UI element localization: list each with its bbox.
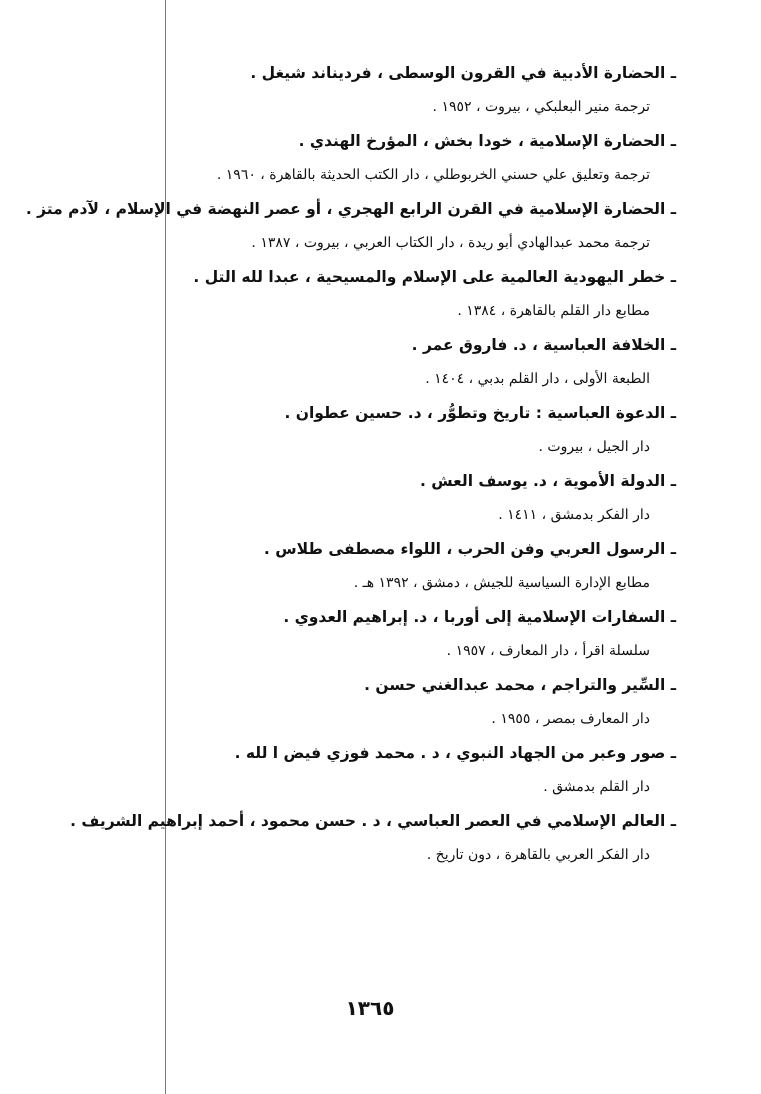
entry-publication-details: دار الفكر بدمشق ، ١٤١١ .	[498, 507, 650, 523]
bibliography-entry	[156, 124, 676, 192]
entry-title: ـ الحضارة الإسلامية ، خودا بخش ، المؤرخ الهندي .	[298, 132, 676, 150]
entry-title: ـ السفارات الإسلامية إلى أوربا ، د. إبراهيم العدوي .	[283, 608, 676, 626]
entry-publication-details: دار المعارف بمصر ، ١٩٥٥ .	[491, 711, 650, 727]
entry-title: ـ الرسول العربي وفن الحرب ، اللواء مصطفى طلاس .	[263, 540, 676, 558]
entry-publication-details: الطبعة الأولى ، دار القلم بدبي ، ١٤٠٤ .	[425, 371, 650, 387]
entry-title: ـ الحضارة الأدبية في القرون الوسطى ، فرديناند شيغل .	[250, 64, 676, 82]
bibliography-entry	[156, 668, 676, 736]
entry-title: ـ صور وعبر من الجهاد النبوي ، د . محمد فوزي فيض ا لله .	[234, 744, 676, 762]
bibliography-entry	[25, 192, 676, 260]
entry-publication-details: مطابع الإدارة السياسية للجيش ، دمشق ، ١٣٩٢ هـ .	[353, 575, 650, 591]
bibliography-entry	[156, 532, 676, 600]
page-number: ١٣٦٥	[345, 996, 395, 1020]
entry-publication-details: ترجمة منير البعلبكي ، بيروت ، ١٩٥٢ .	[432, 99, 650, 115]
bibliography-entry	[156, 56, 676, 124]
bibliography-entry	[70, 804, 676, 872]
entry-title: ـ خطر اليهودية العالمية على الإسلام والمسيحية ، عبدا لله التل .	[193, 268, 676, 286]
entry-publication-details: سلسلة اقرأ ، دار المعارف ، ١٩٥٧ .	[446, 643, 650, 659]
entry-publication-details: مطابع دار القلم بالقاهرة ، ١٣٨٤ .	[457, 303, 650, 319]
bibliography-entry	[156, 464, 676, 532]
entry-publication-details: دار الجيل ، بيروت .	[538, 439, 650, 455]
bibliography-entry	[156, 260, 676, 328]
entry-publication-details: ترجمة محمد عبدالهادي أبو ريدة ، دار الكتاب العربي ، بيروت ، ١٣٨٧ .	[251, 235, 650, 251]
bibliography-list	[25, 56, 676, 872]
bibliography-entry	[156, 396, 676, 464]
entry-publication-details: دار القلم بدمشق .	[543, 779, 650, 795]
bibliography-entry	[156, 736, 676, 804]
entry-title: ـ الدولة الأموية ، د. يوسف العش .	[419, 472, 676, 490]
entry-title: ـ السِّير والتراجم ، محمد عبدالغني حسن .	[364, 676, 676, 694]
entry-title: ـ الحضارة الإسلامية في القرن الرابع الهجري ، أو عصر النهضة في الإسلام ، لآدم متز .	[25, 200, 676, 218]
bibliography-entry	[156, 328, 676, 396]
entry-publication-details: ترجمة وتعليق علي حسني الخربوطلي ، دار الكتب الحديثة بالقاهرة ، ١٩٦٠ .	[216, 167, 650, 183]
entry-title: ـ العالم الإسلامي في العصر العباسي ، د . حسن محمود ، أحمد إبراهيم الشريف .	[70, 812, 676, 830]
entry-title: ـ الدعوة العباسية : تاريخ وتطوُّر ، د. حسين عطوان .	[284, 404, 676, 422]
entry-publication-details: دار الفكر العربي بالقاهرة ، دون تاريخ .	[426, 847, 650, 863]
entry-title: ـ الخلافة العباسية ، د. فاروق عمر .	[411, 336, 676, 354]
bibliography-entry	[156, 600, 676, 668]
